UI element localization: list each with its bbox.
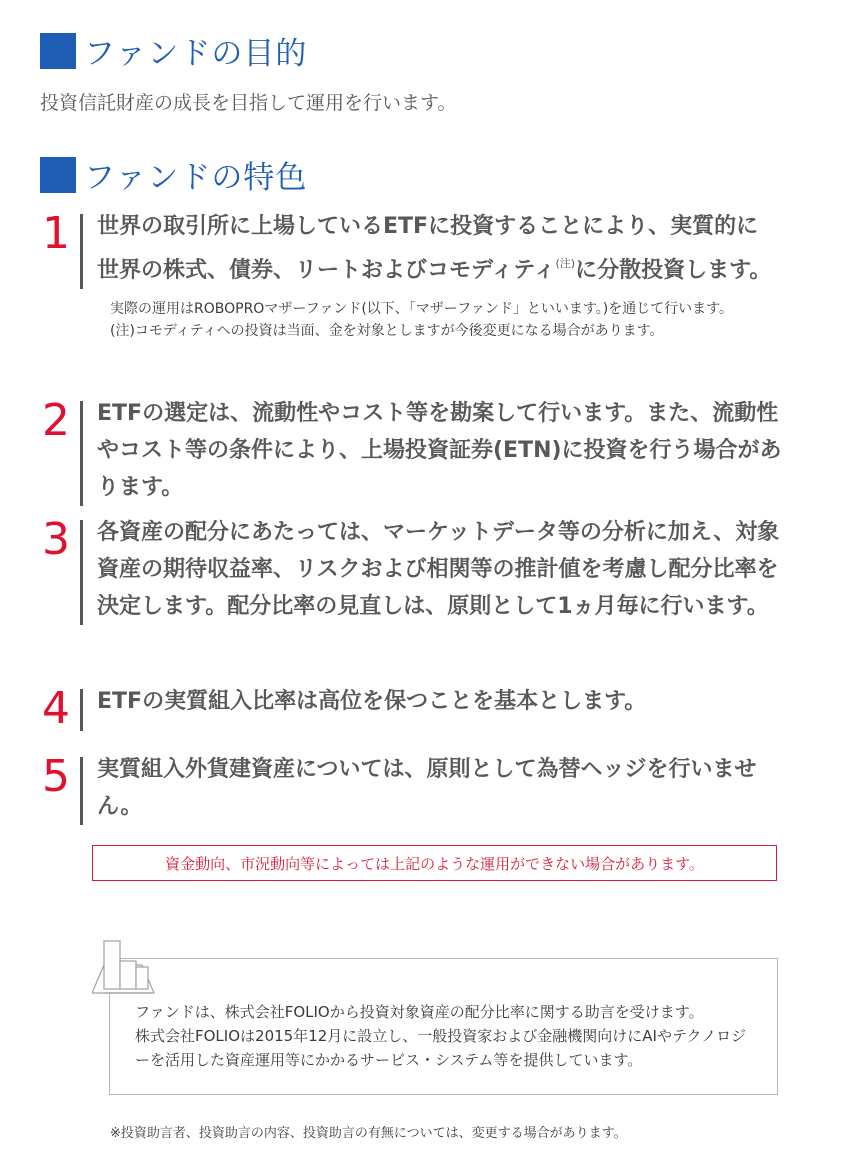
feature-text: 各資産の配分にあたっては、マーケットデータ等の分析に加え、対象資産の期待収益率、リスクおよび相関等の推計値を考慮し配分比率を決定します。配分比率の見直しは、原則として1ヵ月毎に行います。 (97, 520, 780, 619)
advice-line-1: ファンドは、株式会社FOLIOから投資対象資産の配分比率に関する助言を受けます。 (135, 1003, 704, 1021)
divider (80, 757, 83, 825)
feature-text (97, 208, 787, 289)
features-title: ファンドの特色 (84, 160, 308, 196)
feature-number: 1 (42, 208, 70, 259)
divider (80, 520, 83, 625)
divider (80, 214, 83, 289)
feature-line: 世界の株式、債券、リートおよびコモディティ (97, 258, 556, 283)
heading-square-icon (40, 157, 76, 193)
feature-number: 5 (42, 751, 70, 802)
feature-number: 4 (42, 683, 70, 734)
warning-box: 資金動向、市況動向等によっては上記のような運用ができない場合があります。 (92, 845, 777, 881)
purpose-title: ファンドの目的 (84, 36, 308, 72)
feature-item-2 (38, 395, 798, 506)
feature-line: に分散投資します。 (575, 258, 772, 283)
feature-item-5 (38, 751, 798, 825)
purpose-text: 投資信託財産の成長を目指して運用を行います。 (40, 92, 457, 114)
subnote-2: (注)コモディティへの投資は当面、金を対象としますが今後変更になる場合があります。 (110, 323, 664, 339)
subnote-1: 実際の運用はROBOPROマザーファンド(以下、「マザーファンド」といいます。)を通じて行います。 (110, 301, 734, 317)
footer-note: ※投資助言者、投資助言の内容、投資助言の有無については、変更する場合があります。 (110, 1126, 627, 1141)
feature-number: 2 (42, 395, 70, 446)
feature-text: ETFの実質組入比率は高位を保つことを基本とします。 (97, 689, 647, 714)
building-icon (92, 935, 162, 997)
feature-line: 世界の取引所に上場しているETFに投資することにより、実質的に (97, 214, 759, 239)
divider (80, 401, 83, 506)
feature-item-4 (38, 683, 798, 734)
note-marker: (注) (555, 257, 576, 270)
feature-text: 実質組入外貨建資産については、原則として為替ヘッジを行いません。 (97, 757, 757, 819)
features-heading (40, 152, 307, 197)
feature-text: ETFの選定は、流動性やコスト等を勘案して行います。また、流動性やコスト等の条件により、上場投資証券(ETN)に投資を行う場合があります。 (97, 401, 782, 500)
feature-subnote (110, 298, 790, 342)
advice-text (135, 1000, 760, 1072)
advice-line-2: 株式会社FOLIOは2015年12月に設立し、一般投資家および金融機関向けにAIやテクノロジーを活用した資産運用等にかかるサービス・システム等を提供しています。 (135, 1027, 747, 1069)
feature-number: 3 (42, 514, 70, 565)
feature-item-1 (38, 208, 798, 289)
purpose-heading (40, 28, 307, 73)
heading-square-icon (40, 33, 76, 69)
feature-item-3 (38, 514, 798, 625)
divider (80, 689, 83, 731)
